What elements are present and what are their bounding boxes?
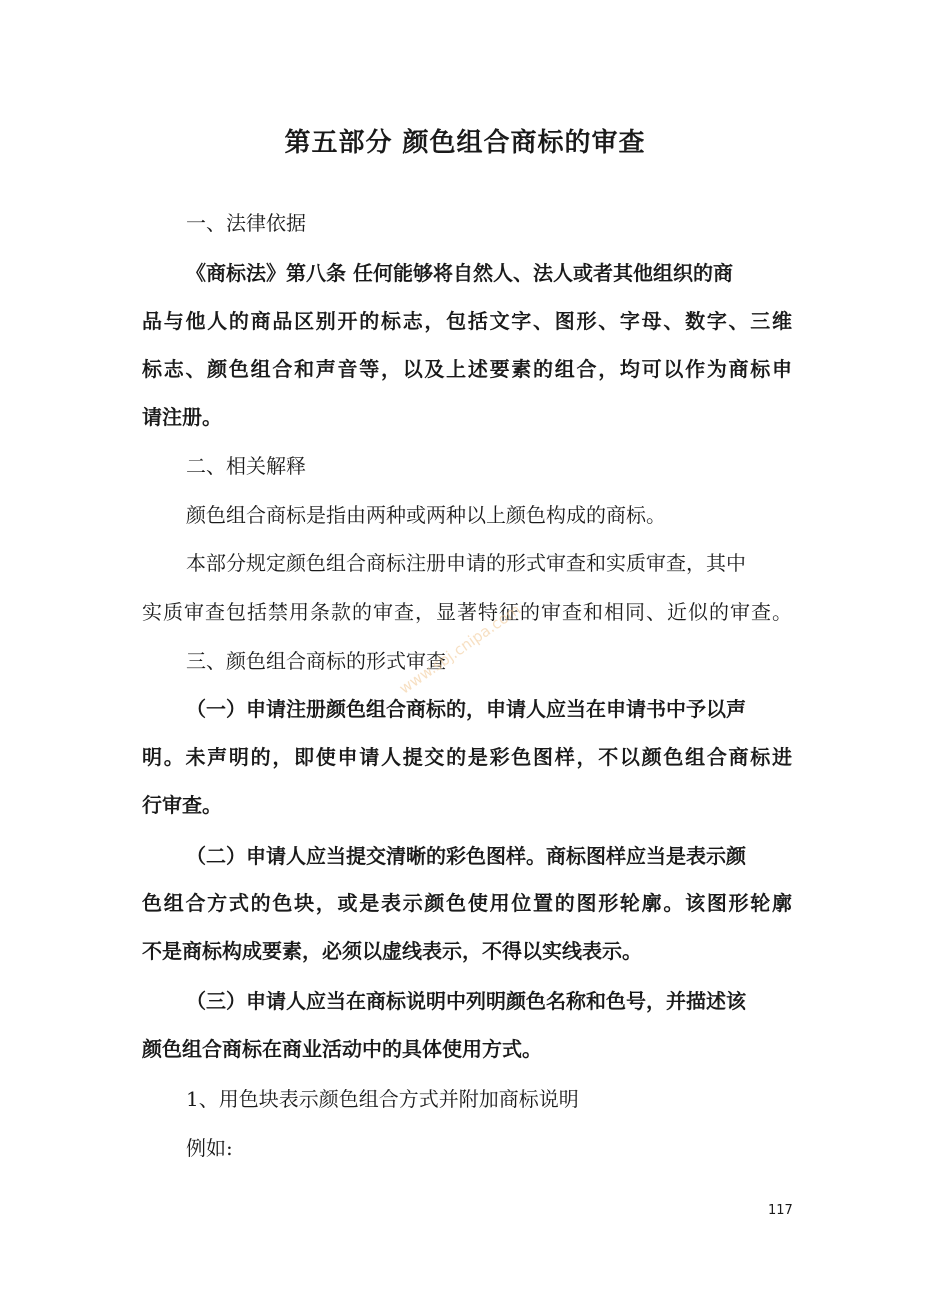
page-number: 117 [768, 1203, 793, 1218]
item-2-line-2: 色组合方式的色块，或是表示颜色使用位置的图形轮廓。该图形轮廓 [142, 891, 792, 915]
section-heading-formal-examination: 三、颜色组合商标的形式审查 [186, 649, 446, 673]
law-article-line-1: 《商标法》第八条 任何能够将自然人、法人或者其他组织的商 [186, 261, 733, 285]
interpretation-paragraph-1: 颜色组合商标是指由两种或两种以上颜色构成的商标。 [186, 503, 666, 527]
watermark-text: www.sbj.cnipa.com [395, 600, 525, 698]
subsection-1-title: 1、用色块表示颜色组合方式并附加商标说明 [186, 1087, 579, 1111]
law-article-line-4: 请注册。 [142, 405, 222, 429]
example-label: 例如: [186, 1136, 233, 1160]
law-article-line-3: 标志、颜色组合和声音等，以及上述要素的组合，均可以作为商标申 [142, 357, 792, 381]
interpretation-paragraph-2-line-1: 本部分规定颜色组合商标注册申请的形式审查和实质审查，其中 [186, 551, 746, 575]
item-1-line-2: 明。未声明的，即使申请人提交的是彩色图样，不以颜色组合商标进 [142, 745, 792, 769]
interpretation-paragraph-2-line-2: 实质审查包括禁用条款的审查，显著特征的审查和相同、近似的审查。 [142, 600, 792, 624]
item-1-line-3: 行审查。 [142, 793, 222, 817]
item-1-line-1: （一）申请注册颜色组合商标的，申请人应当在申请书中予以声 [186, 697, 746, 721]
item-2-line-1: （二）申请人应当提交清晰的彩色图样。商标图样应当是表示颜 [186, 844, 746, 868]
section-heading-interpretation: 二、相关解释 [186, 454, 306, 478]
item-2-line-3: 不是商标构成要素，必须以虚线表示，不得以实线表示。 [142, 939, 642, 963]
section-heading-legal-basis: 一、法律依据 [186, 211, 306, 235]
page-title: 第五部分 颜色组合商标的审查 [284, 128, 646, 158]
law-article-line-2: 品与他人的商品区别开的标志，包括文字、图形、字母、数字、三维 [142, 309, 792, 333]
item-3-line-2: 颜色组合商标在商业活动中的具体使用方式。 [142, 1037, 542, 1061]
item-3-line-1: （三）申请人应当在商标说明中列明颜色名称和色号，并描述该 [186, 989, 746, 1013]
